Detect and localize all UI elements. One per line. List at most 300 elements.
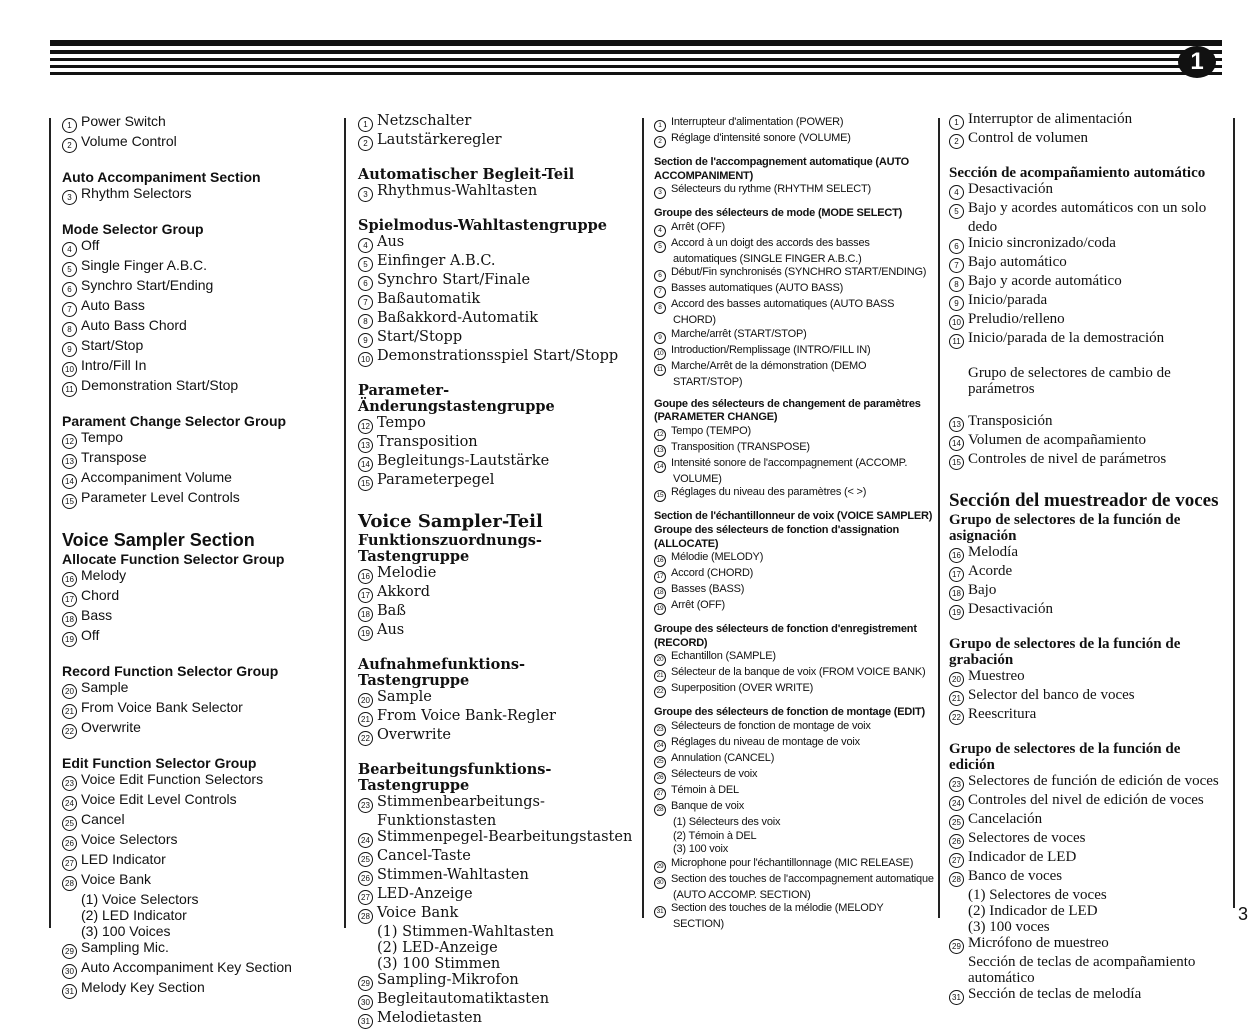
- item-number-circle: 15: [62, 494, 77, 509]
- list-item: [949, 413, 1224, 432]
- item-label: Netzschalter: [377, 113, 472, 129]
- item-label: Begleitautomatiktasten: [377, 991, 550, 1007]
- sub-item: (1) Selectores de voces: [968, 887, 1107, 903]
- item-number-circle: 10: [949, 315, 964, 330]
- item-number-circle: 20: [949, 672, 964, 687]
- item-number-circle: 5: [358, 257, 373, 272]
- item-number-circle: 27: [949, 853, 964, 868]
- item-label: Transpose: [81, 449, 147, 465]
- item-number-circle: 9: [358, 333, 373, 348]
- list-item: [949, 935, 1224, 954]
- list-item: [358, 348, 633, 367]
- item-label: Auto Bass Chord: [81, 317, 187, 333]
- section: [949, 413, 1224, 470]
- item-label: Section des touches de l'accompagnement automatique (AUTO ACCOMP. SECTION): [671, 872, 934, 901]
- item-number-circle: 18: [62, 612, 77, 627]
- group-heading: Sección de acompañamiento automático: [949, 165, 1206, 181]
- list-item: [654, 551, 934, 567]
- item-label: Accompaniment Volume: [81, 469, 232, 485]
- item-label: Basses automatiques (AUTO BASS): [671, 282, 844, 295]
- item-number-circle: 28: [62, 876, 77, 891]
- item-label: Interrupteur d'alimentation (POWER): [671, 116, 844, 128]
- item-label: Synchro Start/Ending: [81, 277, 214, 293]
- list-item: [654, 768, 934, 784]
- item-label: Bass: [81, 607, 113, 623]
- group-heading: Auto Accompaniment Section: [62, 169, 261, 185]
- section: [654, 706, 934, 932]
- item-number-circle: 31: [62, 984, 77, 999]
- list-item: [949, 451, 1224, 470]
- item-label: Cancel: [81, 811, 125, 827]
- group-heading: Edit Function Selector Group: [62, 755, 257, 771]
- item-label: Voice Edit Function Selectors: [81, 771, 264, 787]
- list-item: [949, 273, 1224, 292]
- item-label: Acorde: [968, 563, 1013, 579]
- list-item: [949, 432, 1224, 451]
- list-item: [654, 902, 934, 932]
- item-number-circle: 19: [654, 603, 666, 615]
- item-label: Réglages du niveau de montage de voix: [671, 735, 860, 748]
- item-number-circle: 8: [358, 314, 373, 329]
- group-heading: Groupe des sélecteurs de fonction de montage (EDIT): [654, 706, 925, 719]
- list-item: [654, 328, 934, 344]
- list-item: [62, 979, 332, 999]
- list-item: [949, 200, 1224, 235]
- item-label: Superposition (OVER WRITE): [671, 682, 814, 695]
- sub-item: (2) LED-Anzeige: [377, 940, 498, 956]
- list-item: [62, 811, 332, 831]
- sub-item: Sección de teclas de acompañamiento automático: [968, 954, 1196, 986]
- column-spanish: [949, 111, 1224, 1005]
- section-title: Voice Sampler Section: [62, 530, 255, 550]
- list-item: [654, 344, 934, 360]
- item-label: Begleitungs-Lautstärke: [377, 453, 550, 469]
- item-number-circle: 2: [654, 136, 666, 148]
- item-label: Sample: [81, 679, 129, 695]
- item-label: LED-Anzeige: [377, 886, 473, 902]
- item-number-circle: 20: [358, 693, 373, 708]
- item-label: Echantillon (SAMPLE): [671, 650, 776, 663]
- item-number-circle: 28: [358, 909, 373, 924]
- item-label: Marche/arrêt (START/STOP): [671, 327, 807, 340]
- item-label: Témoin à DEL: [671, 783, 739, 796]
- item-label: Bajo automático: [968, 254, 1067, 270]
- list-item: [949, 868, 1224, 887]
- list-item: [949, 563, 1224, 582]
- item-label: Mélodie (MELODY): [671, 551, 764, 564]
- item-label: Off: [81, 237, 100, 253]
- list-item: [358, 434, 633, 453]
- list-item: [62, 257, 332, 277]
- item-number-circle: 26: [62, 836, 77, 851]
- list-item: [62, 237, 332, 257]
- item-label: Voice Selectors: [81, 831, 178, 847]
- list-item: [62, 771, 332, 791]
- item-number-circle: 10: [654, 348, 666, 360]
- item-number-circle: 17: [358, 588, 373, 603]
- item-number-circle: 23: [358, 798, 373, 813]
- list-item: [62, 133, 332, 153]
- group-heading: Goupe des sélecteurs de changement de paramètres (PARAMETER CHANGE): [654, 397, 921, 424]
- list-item: [62, 449, 332, 469]
- column-rule: [642, 118, 644, 918]
- item-label: Baß: [377, 603, 406, 619]
- list-item: [62, 719, 332, 739]
- list-item: [949, 668, 1224, 687]
- item-label: Melodía: [968, 544, 1018, 560]
- section: [62, 113, 332, 153]
- section-title: Section de l'échantillonneur de voix (VOICE SAMPLER): [654, 510, 933, 523]
- item-number-circle: 13: [654, 445, 666, 457]
- item-number-circle: 31: [358, 1014, 373, 1029]
- item-label: From Voice Bank Selector: [81, 699, 243, 715]
- item-number-circle: 17: [654, 571, 666, 583]
- item-label: Annulation (CANCEL): [671, 751, 775, 764]
- item-label: Auto Bass: [81, 297, 145, 313]
- item-number-circle: 14: [654, 461, 666, 473]
- list-item: [654, 282, 934, 298]
- item-number-circle: 15: [358, 476, 373, 491]
- list-item: [654, 682, 934, 698]
- list-item: [62, 587, 332, 607]
- list-item: [949, 254, 1224, 273]
- list-item: [949, 849, 1224, 868]
- item-label: Baßautomatik: [377, 291, 481, 307]
- section: [62, 755, 332, 999]
- item-number-circle: 12: [654, 429, 666, 441]
- item-label: Melodietasten: [377, 1010, 482, 1026]
- list-item: [654, 650, 934, 666]
- list-item: [654, 360, 934, 390]
- item-number-circle: 10: [62, 362, 77, 377]
- item-number-circle: 29: [62, 944, 77, 959]
- list-item: [949, 582, 1224, 601]
- item-label: Bajo: [968, 582, 997, 598]
- section: [358, 383, 633, 491]
- item-number-circle: 27: [358, 890, 373, 905]
- item-label: Synchro Start/Finale: [377, 272, 531, 288]
- item-label: Sélecteurs du rythme (RHYTHM SELECT): [671, 183, 872, 196]
- item-label: Einfinger A.B.C.: [377, 253, 496, 269]
- list-item: [654, 425, 934, 441]
- item-label: Transposición: [968, 413, 1053, 429]
- item-number-circle: 16: [949, 548, 964, 563]
- item-label: Controles de nivel de parámetros: [968, 451, 1167, 467]
- item-label: Accord à un doigt des accords des basses automatiques (SINGLE FINGER A.B.C.): [671, 236, 870, 265]
- list-item: [949, 773, 1224, 792]
- column-rule: [344, 118, 346, 928]
- header-rule-bars: [50, 40, 1222, 78]
- item-label: Bajo y acordes automáticos con un solo dedo: [968, 200, 1207, 235]
- item-label: Single Finger A.B.C.: [81, 257, 208, 273]
- item-label: Parameter Level Controls: [81, 489, 240, 505]
- list-item: [654, 857, 934, 873]
- item-number-circle: 6: [654, 270, 666, 282]
- group-heading: Groupe des sélecteurs de mode (MODE SELECT): [654, 207, 903, 220]
- list-item: [654, 720, 934, 736]
- item-number-circle: 22: [949, 710, 964, 725]
- item-label: Intro/Fill In: [81, 357, 147, 373]
- item-label: Off: [81, 627, 100, 643]
- item-number-circle: 5: [949, 204, 964, 219]
- list-item: [949, 687, 1224, 706]
- list-item: [62, 357, 332, 377]
- item-number-circle: 25: [62, 816, 77, 831]
- item-number-circle: 3: [654, 187, 666, 199]
- group-heading: Grupo de selectores de la función de grabación: [949, 636, 1181, 668]
- item-number-circle: 12: [358, 419, 373, 434]
- item-number-circle: 26: [654, 772, 666, 784]
- item-label: Controles del nivel de edición de voces: [968, 792, 1204, 808]
- item-label: Reescritura: [968, 706, 1037, 722]
- list-item: [358, 253, 633, 272]
- item-label: Start/Stopp: [377, 329, 463, 345]
- section: [654, 116, 934, 148]
- group-heading: Groupe des sélecteurs de fonction d'enregistrement (RECORD): [654, 623, 917, 649]
- list-item: [654, 873, 934, 903]
- item-number-circle: 26: [358, 871, 373, 886]
- list-item: [62, 871, 332, 891]
- item-number-circle: 23: [654, 724, 666, 736]
- item-number-circle: 4: [62, 242, 77, 257]
- list-item: [358, 472, 633, 491]
- item-label: Selectores de función de edición de voces: [968, 773, 1219, 789]
- item-label: Arrêt (OFF): [671, 220, 726, 233]
- section: [358, 113, 633, 151]
- item-label: Tempo: [81, 429, 124, 445]
- list-item: [358, 689, 633, 708]
- group-heading: Aufnahmefunktions-Tastengruppe: [358, 656, 526, 689]
- column-english: [62, 113, 332, 999]
- list-item: [949, 706, 1224, 725]
- item-number-circle: 16: [62, 572, 77, 587]
- column-rule: [49, 118, 51, 928]
- item-number-circle: 5: [62, 262, 77, 277]
- list-item: [62, 297, 332, 317]
- item-number-circle: 11: [62, 382, 77, 397]
- item-label: Début/Fin synchronisés (SYNCHRO START/ENDING): [671, 266, 927, 279]
- list-item: [62, 627, 332, 647]
- item-number-circle: 8: [654, 302, 666, 314]
- item-number-circle: 7: [358, 295, 373, 310]
- item-number-circle: 7: [654, 286, 666, 298]
- item-label: Banque de voix: [671, 799, 745, 812]
- list-item: [358, 453, 633, 472]
- list-item: [358, 867, 633, 886]
- item-number-circle: 3: [62, 190, 77, 205]
- item-number-circle: 1: [654, 120, 666, 132]
- item-number-circle: 6: [949, 239, 964, 254]
- group-heading: Record Function Selector Group: [62, 663, 279, 679]
- group-heading: Mode Selector Group: [62, 221, 204, 237]
- item-number-circle: 22: [62, 724, 77, 739]
- item-label: Cancelación: [968, 811, 1043, 827]
- item-label: Inicio sincronizado/coda: [968, 235, 1116, 251]
- item-number-circle: 4: [358, 238, 373, 253]
- item-label: Microphone pour l'échantillonnage (MIC RELEASE): [671, 856, 914, 869]
- item-number-circle: 1: [949, 115, 964, 130]
- item-label: Réglages du niveau des paramètres (< >): [671, 486, 867, 499]
- column-french: [654, 116, 934, 932]
- item-number-circle: 2: [62, 138, 77, 153]
- section: [949, 165, 1224, 349]
- item-number-circle: 13: [358, 438, 373, 453]
- item-label: Lautstärkeregler: [377, 132, 502, 148]
- group-heading: Funktionszuordnungs-Tastengruppe: [358, 532, 542, 565]
- item-label: Overwrite: [81, 719, 141, 735]
- group-heading: Allocate Function Selector Group: [62, 551, 285, 567]
- section: [62, 169, 332, 205]
- item-label: Accord des basses automatiques (AUTO BASS CHORD): [671, 298, 895, 327]
- item-number-circle: 19: [949, 605, 964, 620]
- item-label: Voice Edit Level Controls: [81, 791, 237, 807]
- sub-item: (3) 100 voix: [673, 843, 729, 856]
- item-label: Aus: [377, 622, 405, 638]
- item-label: Transposition: [377, 434, 478, 450]
- item-number-circle: 13: [949, 417, 964, 432]
- sub-item: (1) Stimmen-Wahltasten: [377, 924, 554, 940]
- item-number-circle: 8: [62, 322, 77, 337]
- list-item: [654, 752, 934, 768]
- item-label: Start/Stop: [81, 337, 144, 353]
- list-item: [654, 132, 934, 148]
- item-number-circle: 23: [949, 777, 964, 792]
- section: [654, 207, 934, 389]
- section: [62, 221, 332, 397]
- item-number-circle: 31: [949, 990, 964, 1005]
- item-number-circle: 20: [62, 684, 77, 699]
- item-label: Auto Accompaniment Key Section: [81, 959, 292, 975]
- item-number-circle: 29: [358, 976, 373, 991]
- list-item: [654, 486, 934, 502]
- list-item: [358, 708, 633, 727]
- item-number-circle: 21: [654, 670, 666, 682]
- item-number-circle: 9: [949, 296, 964, 311]
- column-rule: [938, 118, 940, 918]
- item-number-circle: 25: [358, 852, 373, 867]
- item-number-circle: 21: [358, 712, 373, 727]
- section: [654, 623, 934, 698]
- section: [358, 167, 633, 202]
- item-label: Transposition (TRANSPOSE): [671, 440, 810, 453]
- item-label: Sección de teclas de melodía: [968, 986, 1142, 1002]
- item-label: Selector del banco de voces: [968, 687, 1135, 703]
- item-number-circle: 1: [358, 117, 373, 132]
- item-label: Stimmenpegel-Bearbeitungstasten: [377, 829, 633, 845]
- item-label: Chord: [81, 587, 120, 603]
- item-number-circle: 7: [62, 302, 77, 317]
- list-item: [358, 991, 633, 1010]
- list-item: [949, 111, 1224, 130]
- item-label: Preludio/relleno: [968, 311, 1065, 327]
- section: [949, 111, 1224, 149]
- item-number-circle: 24: [358, 833, 373, 848]
- item-number-circle: 23: [62, 776, 77, 791]
- list-item: [358, 234, 633, 253]
- list-item: [358, 1010, 633, 1029]
- item-label: Bajo y acorde automático: [968, 273, 1122, 289]
- list-item: [358, 886, 633, 905]
- item-number-circle: 21: [62, 704, 77, 719]
- list-item: [654, 666, 934, 682]
- list-item: [62, 607, 332, 627]
- item-number-circle: 31: [654, 906, 666, 918]
- list-item: [62, 429, 332, 449]
- item-number-circle: 9: [62, 342, 77, 357]
- item-label: Parameterpegel: [377, 472, 495, 488]
- item-label: Desactivación: [968, 601, 1053, 617]
- item-label: Rhythmus-Wahltasten: [377, 183, 538, 199]
- item-number-circle: 28: [949, 872, 964, 887]
- item-label: Intensité sonore de l'accompagnement (ACCOMP. VOLUME): [671, 456, 908, 485]
- list-item: [62, 377, 332, 397]
- list-item: [62, 337, 332, 357]
- item-number-circle: 18: [949, 586, 964, 601]
- item-number-circle: 14: [949, 436, 964, 451]
- item-number-circle: 17: [949, 567, 964, 582]
- item-label: Tempo: [377, 415, 426, 431]
- list-item: [654, 237, 934, 267]
- list-item: [62, 831, 332, 851]
- section-title: Sección del muestreador de voces: [949, 490, 1219, 511]
- item-label: Demonstration Start/Stop: [81, 377, 239, 393]
- list-item: [654, 736, 934, 752]
- item-number-circle: 14: [358, 457, 373, 472]
- item-label: Control de volumen: [968, 130, 1088, 146]
- list-item: [949, 544, 1224, 563]
- sub-item: (2) Indicador de LED: [968, 903, 1098, 919]
- list-item: [358, 727, 633, 746]
- group-heading: Groupe des sélecteurs de fonction d'assignation (ALLOCATE): [654, 523, 900, 550]
- item-number-circle: 19: [358, 626, 373, 641]
- item-label: From Voice Bank-Regler: [377, 708, 556, 724]
- list-item: [949, 130, 1224, 149]
- sub-item: (1) Sélecteurs des voix: [673, 815, 781, 828]
- list-item: [358, 584, 633, 603]
- list-item: [654, 441, 934, 457]
- item-label: Stimmen-Wahltasten: [377, 867, 529, 883]
- item-number-circle: 11: [949, 334, 964, 349]
- item-label: Power Switch: [81, 113, 166, 129]
- list-item: [949, 330, 1224, 349]
- item-label: Micrófono de muestreo: [968, 935, 1109, 951]
- item-label: Voice Bank: [377, 905, 459, 921]
- list-item: [62, 185, 332, 205]
- list-item: [358, 272, 633, 291]
- list-item: [358, 794, 633, 829]
- item-label: Cancel-Taste: [377, 848, 471, 864]
- item-number-circle: 9: [654, 332, 666, 344]
- item-number-circle: 15: [949, 455, 964, 470]
- item-label: Volume Control: [81, 133, 177, 149]
- list-item: [62, 939, 332, 959]
- item-number-circle: 4: [654, 225, 666, 237]
- list-item: [358, 132, 633, 151]
- list-item: [949, 311, 1224, 330]
- item-number-circle: 28: [654, 804, 666, 816]
- item-label: Demonstrationsspiel Start/Stopp: [377, 348, 619, 364]
- list-item: [654, 583, 934, 599]
- list-item: [358, 848, 633, 867]
- item-number-circle: 13: [62, 454, 77, 469]
- item-number-circle: 30: [358, 995, 373, 1010]
- list-item: [654, 567, 934, 583]
- item-number-circle: 22: [358, 731, 373, 746]
- item-label: Voice Bank: [81, 871, 152, 887]
- item-label: Overwrite: [377, 727, 451, 743]
- group-heading: Parameter-Änderungstastengruppe: [358, 382, 555, 415]
- section: [949, 741, 1224, 1005]
